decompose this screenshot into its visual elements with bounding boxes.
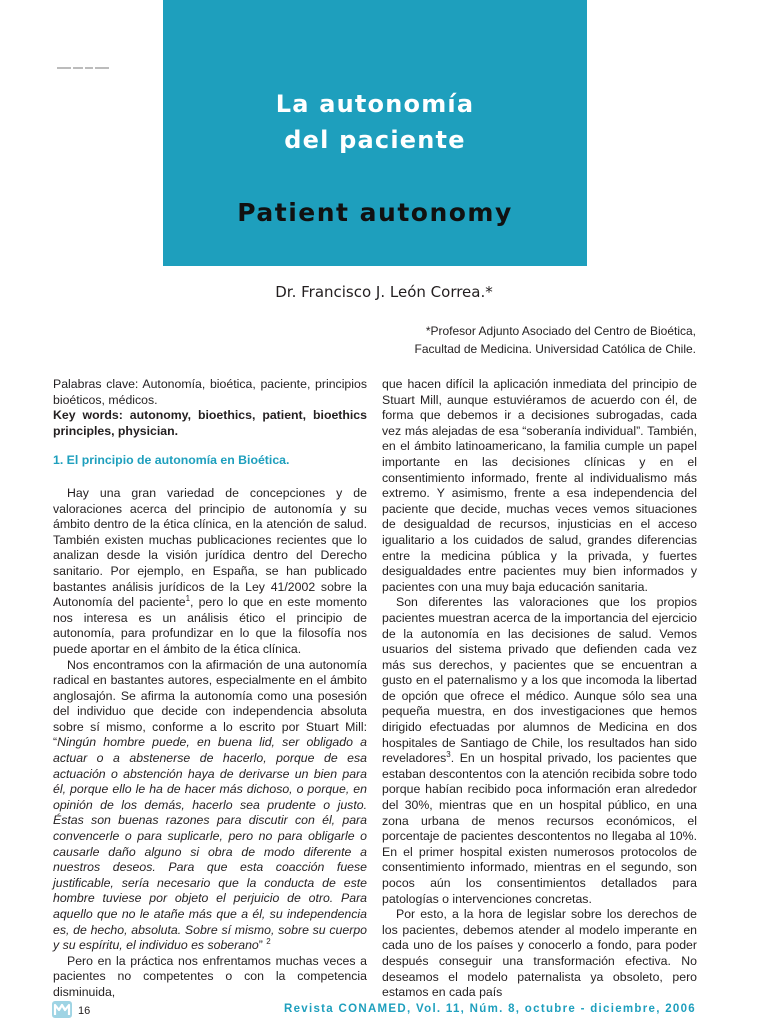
conamed-logo-icon [51, 998, 73, 1020]
affiliation-line: Facultad de Medicina. Universidad Católica de Chile. [414, 342, 696, 356]
small-decorative-mark [57, 67, 113, 71]
paragraph-text: Hay una gran variedad de concepciones y de valoraciones acerca del principio de autonomía y su ámbito dentro de la ética clínica, en la atención de salud. También existen muchas publicaciones recientes que lo analizan desde la visión jurídica dentro del Derecho sanitario. Por ejemplo, en España, se han publicado bastantes análisis jurídicos de la Ley 41/2002 sobre la Autonomía del paciente [53, 485, 367, 610]
body-paragraph: Pero en la práctica nos enfrentamos muchas veces a pacientes no competentes o con la competencia disminuida, [53, 953, 367, 999]
footnote-ref: 3 [446, 750, 451, 760]
affiliation-line: *Profesor Adjunto Asociado del Centro de Bioética, [425, 324, 696, 338]
body-paragraph [53, 658, 367, 954]
author-name: Dr. Francisco J. León Correa.* [275, 283, 493, 301]
journal-citation: Revista CONAMED, Vol. 11, Núm. 8, octubre - diciembre, 2006 [283, 1003, 696, 1015]
body-paragraph [53, 486, 367, 658]
body-paragraph [382, 595, 697, 907]
keywords-english: Key words: autonomy, bioethics, patient, bioethics principles, physician. [53, 408, 367, 438]
article-title-english: Patient autonomy [237, 198, 513, 227]
body-paragraph: que hacen difícil la aplicación inmediata del principio de Stuart Mill, aunque estuviéramos de acuerdo con él, de forma que debemos ir a decisiones subrogadas, cada vez más alejadas de esa “soberanía individual”. También, en el ámbito latinoamericano, la familia cumple un papel importante en las decisiones clínicas y en el consentimiento informado, frente al individualismo más extremo. Y asimismo, frente a esa independencia del paciente que decide, muchas veces vemos situaciones de desigualdad de recursos, injusticias en el acceso igualitario a los cuidados de salud, grandes diferencias entre la medicina pública y la privada, y fuertes desigualdades entre pacientes muy bien informados y pacientes con una muy baja educación sanitaria. [382, 377, 697, 594]
paragraph-text: Son diferentes las valoraciones que los propios pacientes muestran acerca de la importancia del ejercicio de la autonomía en las decisiones de salud. Vemos usuarios del sistema privado que defienden cada vez más sus derechos, y pacientes que se encuentran a gusto en el paternalismo y a los que incomoda la libertad de opción que ofrece el médico. Aunque sólo sea una pequeña muestra, en dos investigaciones que hemos dirigido efectuadas por alumnos de Medicina en dos hospitales de Santiago de Chile, los resultados han sido reveladores [382, 595, 697, 766]
footnote-ref: 1 [185, 594, 191, 604]
paragraph-text: , pero lo que en este momento nos interesa es un análisis ético el principio de autonomía, para profundizar en lo que la filosofía nos puede aportar en el ámbito de la ética clínica. [53, 595, 367, 656]
page-number: 16 [78, 1005, 91, 1017]
footnote-ref: 2 [266, 937, 271, 947]
author-affiliation [415, 322, 696, 358]
keywords-spanish: Palabras clave: Autonomía, bioética, paciente, principios bioéticos, médicos. [53, 377, 367, 407]
article-title-spanish: La autonomía del paciente [275, 90, 475, 154]
left-column [53, 377, 367, 1001]
quote-close: ” [258, 938, 267, 953]
body-paragraph: Por esto, a la hora de legislar sobre los derechos de los pacientes, debemos atender al modelo imperante en cada uno de los países y conocerlo a fondo, para poder después conseguir una transformación efectiva. No deseamos el modelo paternalista ya obsoleto, pero estamos en cada país [382, 907, 697, 1000]
paragraph-text: Nos encontramos con la afirmación de una autonomía radical en bastantes autores, especialmente en el ámbito anglosajón. Se afirma la autonomía como una posesión del individuo que decide con independencia absoluta sobre sí mismo, conforme a lo escrito por Stuart Mill: “ [53, 657, 367, 750]
right-column [382, 377, 697, 1001]
stuart-mill-quote: Ningún hombre puede, en buena lid, ser obligado a actuar o a abstenerse de hacerlo, porque de esa actuación o abstención haya de derivarse un bien para él, porque ello le ha de hacer más dichoso, o porque, en opinión de los demás, hacerlo sea prudente o justo. Éstas son buenas razones para discutir con él, para convencerle o para suplicarle, pero no para obligarle o causarle daño alguno si obra de modo diferente a nuestros deseos. Para que esta coacción fuese justificable, sería necesario que la conducta de este hombre tuviese por objeto el perjuicio de otro. Para aquello que no le atañe más que a él, su independencia es, de hecho, absoluta. Sobre sí mismo, sobre su cuerpo y su espíritu, el individuo es soberano [53, 735, 367, 953]
section-heading: 1. El principio de autonomía en Bioética. [53, 453, 290, 468]
paragraph-text: . En un hospital privado, los pacientes que estaban descontentos con la atención recibida sobre todo porque habían recibido poca información eran alrededor del 30%, mientras que en un hospital público, en una zona urbana de menos recursos económicos, el porcentaje de pacientes descontentos no llegaba al 10%. En el primer hospital existen numerosos protocolos de consentimiento informado, mientras en el segundo, son pocos aún los consentimientos detallados para patologías o intervenciones concretas. [382, 751, 697, 906]
